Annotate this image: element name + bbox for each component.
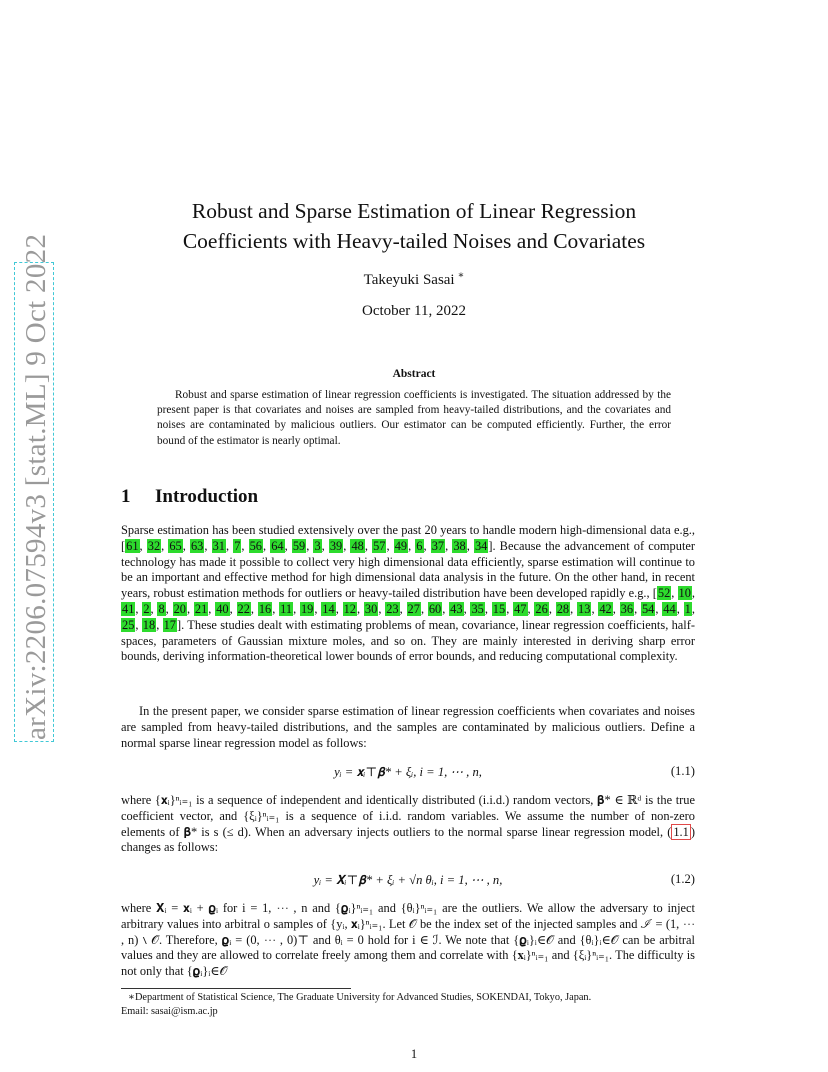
citation-link[interactable]: 38 — [453, 538, 466, 553]
citation-link[interactable]: 22 — [237, 601, 250, 616]
intro-paragraph-1 — [121, 523, 695, 665]
equation-1-1-tag: (1.1) — [670, 764, 695, 778]
footnote-rule — [121, 988, 351, 989]
intro-paragraph-2: In the present paper, we consider sparse estimation of linear regression coefficients when covariates and noises are sampled from heavy-tailed distributions, and the samples are contaminated by malicious outliers. Define a normal sparse linear regression model as follows: — [121, 704, 695, 750]
citation-link[interactable]: 40 — [216, 601, 229, 616]
citation-link[interactable]: 19 — [300, 601, 314, 616]
citation-group-1: [61, 32, 65, 63, 31, 7, 56, 64, 59, 3, 39, 48, 57, 49, 6, 37, 38, 34] — [121, 538, 493, 553]
citation-link[interactable]: 64 — [271, 538, 284, 553]
para1-text-2: . Because the advancement of computer technology has made it possible to collect very high dimensional data efficiently, sparse estimation will continue to be an important and effective method for high dimensional data analysis in the future. On the other hand, in recent years, robust estimation methods for outliers or heavy-tailed distribution have been developed rapidly e.g., — [121, 538, 696, 601]
arxiv-stamp[interactable]: arXiv:2206.07594v3 [stat.ML] 9 Oct 2022 — [20, 233, 52, 740]
equation-ref-link[interactable]: 1.1 — [673, 824, 689, 839]
para3-text-1: where {𝐱ᵢ}ⁿᵢ₌₁ is a sequence of independent and identically distributed (i.i.d.) random vectors, 𝛃* ∈ ℝᵈ is the true coefficient vector, and {ξᵢ}ⁿᵢ₌₁ is a sequence of i.i.d. random variables. We assume the number of non-zero elements of 𝛃* is s (≤ d). When an adversary injects outliers to the normal sparse linear regression model, — [121, 793, 695, 839]
citation-link[interactable]: 56 — [249, 538, 262, 553]
equation-1-2-tag: (1.2) — [670, 872, 695, 886]
citation-link[interactable]: 36 — [620, 601, 634, 616]
para3-text-2: changes as follows: — [121, 840, 219, 855]
citation-link[interactable]: 13 — [578, 601, 591, 616]
title-line-1: Robust and Sparse Estimation of Linear Regression — [191, 199, 637, 223]
citation-link[interactable]: 12 — [343, 601, 356, 616]
citation-link[interactable]: 1 — [684, 601, 691, 616]
section-heading — [121, 486, 258, 508]
citation-link[interactable]: 60 — [428, 601, 442, 616]
citation-link[interactable]: 44 — [663, 601, 676, 616]
equation-1-1-math: yᵢ = 𝐱ᵢ⊤𝛃* + ξᵢ, i = 1, ⋯ , n, — [334, 765, 482, 779]
citation-link[interactable]: 10 — [678, 586, 691, 601]
citation-link[interactable]: 63 — [190, 538, 204, 553]
citation-link[interactable]: 7 — [234, 538, 241, 553]
citation-link[interactable]: 54 — [641, 601, 655, 616]
citation-link[interactable]: 49 — [394, 538, 408, 553]
author-footnote-mark[interactable]: ∗ — [457, 270, 465, 281]
author-name: Takeyuki Sasai — [363, 272, 455, 288]
abstract-heading: Abstract — [392, 368, 436, 380]
citation-link[interactable]: 47 — [514, 601, 527, 616]
citation-link[interactable]: 48 — [351, 538, 364, 553]
footnote-line-1: Department of Statistical Science, The Graduate University for Advanced Studies, SOKENDAI, Tokyo, Japan. — [135, 992, 592, 1003]
section-number: 1 — [121, 486, 131, 507]
citation-link[interactable]: 35 — [471, 601, 484, 616]
equation-1-2-math: yᵢ = 𝐗ᵢ⊤𝛃* + ξᵢ + √n θᵢ, i = 1, ⋯ , n, — [313, 873, 503, 887]
citation-link[interactable]: 3 — [314, 538, 321, 553]
para1-text-1: Sparse estimation has been studied extensively over the past 20 years to handle modern high-dimensional data e.g., — [121, 523, 695, 537]
citation-group-2: [52, 10, 41, 2, 8, 20, 21, 40, 22, 16, 11, 19, 14, 12, 30, 23, 27, 60, 43, 35, 15, 47, 26, 28, 13, 42, 36, 54, 44, 1, 25, 18, 17] — [122, 586, 695, 632]
citation-link[interactable]: 30 — [364, 601, 378, 616]
citation-link[interactable]: 43 — [450, 601, 463, 616]
citation-link[interactable]: 11 — [280, 601, 293, 616]
citation-link[interactable]: 23 — [386, 601, 399, 616]
citation-link[interactable]: 65 — [169, 538, 182, 553]
citation-link[interactable]: 39 — [329, 538, 343, 553]
citation-link[interactable]: 18 — [142, 617, 156, 632]
page-number: 1 — [410, 1047, 418, 1061]
citation-link[interactable]: 61 — [126, 538, 139, 553]
footnote-mark: ∗ — [128, 992, 135, 1003]
citation-link[interactable]: 37 — [431, 538, 445, 553]
footnote-line-2: Email: sasai@ism.ac.jp — [121, 1006, 218, 1017]
citation-link[interactable]: 6 — [416, 538, 423, 553]
title-line-2: Coefficients with Heavy-tailed Noises and Covariates — [182, 229, 646, 253]
citation-link[interactable]: 41 — [122, 601, 135, 616]
citation-link[interactable]: 25 — [122, 617, 135, 632]
paper-title — [121, 196, 707, 256]
citation-link[interactable]: 34 — [474, 538, 488, 553]
citation-link[interactable]: 17 — [163, 617, 176, 632]
citation-link[interactable]: 14 — [322, 601, 335, 616]
abstract-text: Robust and sparse estimation of linear regression coefficients is investigated. The situation addressed by the present paper is that covariates and noises are sampled from heavy-tailed distributions, and the covariates and noises are contaminated by malicious outliers. Our estimator can be computed efficiently. Further, the error bound of the estimator is nearly optimal. — [157, 389, 671, 447]
para1-text-3: . These studies dealt with estimating problems of mean, covariance, linear regression coefficients, half-spaces, parameters of Gaussian mixture moles, and so on. They are mainly interested in deriving sharp error bounds, deriving information-theoretical lower bounds of error bounds, and reducing computational complexity. — [121, 617, 695, 664]
citation-link[interactable]: 59 — [292, 538, 306, 553]
author-line — [121, 270, 707, 289]
citation-link[interactable]: 57 — [373, 538, 386, 553]
citation-link[interactable]: 20 — [173, 601, 186, 616]
citation-link[interactable]: 26 — [535, 601, 548, 616]
citation-link[interactable]: 32 — [147, 538, 161, 553]
citation-link[interactable]: 52 — [657, 586, 671, 601]
citation-link[interactable]: 8 — [158, 601, 165, 616]
section-title: Introduction — [155, 486, 259, 507]
citation-link[interactable]: 28 — [556, 601, 570, 616]
footnote — [121, 991, 695, 1019]
citation-link[interactable]: 27 — [407, 601, 420, 616]
citation-link[interactable]: 31 — [212, 538, 225, 553]
paper-date: October 11, 2022 — [361, 303, 466, 319]
citation-link[interactable]: 16 — [258, 601, 272, 616]
citation-link[interactable]: 2 — [143, 601, 150, 616]
intro-paragraph-4: where 𝐗ᵢ = 𝐱ᵢ + 𝛠ᵢ for i = 1, ⋯ , n and {𝛠ᵢ}ⁿᵢ₌₁ and {θᵢ}ⁿᵢ₌₁ are the outliers. We allow the adversary to inject arbitrary values into arbitral o samples of {yᵢ, 𝐱ᵢ}ⁿᵢ₌₁. Let 𝒪 be the index set of the injected samples and ℐ = (1, ⋯ , n) ∖ 𝒪. Therefore, 𝛠ᵢ = (0, ⋯ , 0)⊤ and θᵢ = 0 hold for i ∈ ℐ. We note that {𝛠ᵢ}ᵢ∈𝒪 and {θᵢ}ᵢ∈𝒪 can be arbitral values and they are allowed to correlate freely among them and correlate with {𝐱ᵢ}ⁿᵢ₌₁ and {ξᵢ}ⁿᵢ₌₁. The difficulty is not only that {𝛠ᵢ}ᵢ∈𝒪 — [121, 901, 695, 979]
citation-link[interactable]: 21 — [194, 601, 208, 616]
intro-paragraph-3: where {𝐱ᵢ}ⁿᵢ₌₁ is a sequence of independent and identically distributed (i.i.d.) random vectors, 𝛃* ∈ ℝᵈ is the true coefficient vector, and {ξᵢ}ⁿᵢ₌₁ is a sequence of i.i.d. random variables. We assume the number of non-zero elements of 𝛃* is s (≤ d). When an adversary injects outliers to the normal sparse linear regression model, ( 1.1 ) changes as follows: — [121, 793, 695, 855]
citation-link[interactable]: 42 — [599, 601, 612, 616]
citation-link[interactable]: 15 — [492, 601, 506, 616]
